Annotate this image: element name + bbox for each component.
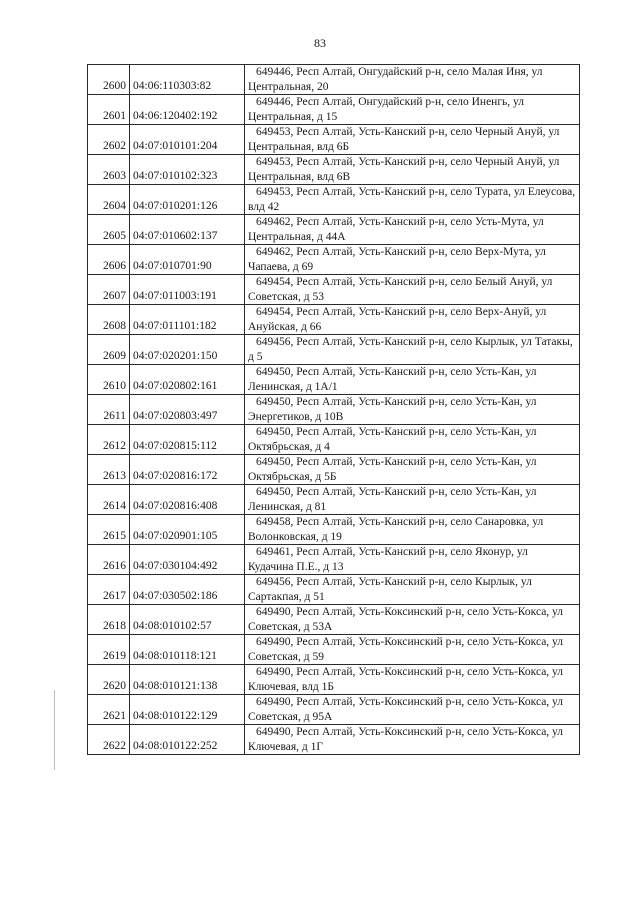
row-number-cell: 2622 bbox=[88, 725, 130, 755]
cadastral-number-cell: 04:07:011101:182 bbox=[130, 305, 245, 335]
row-number-cell: 2604 bbox=[88, 185, 130, 215]
row-number-cell: 2614 bbox=[88, 485, 130, 515]
cadastral-number-cell: 04:08:010122:252 bbox=[130, 725, 245, 755]
address-cell: 649461, Респ Алтай, Усть-Канский р-н, село Яконур, ул Кудачина П.Е., д 13 bbox=[245, 545, 580, 575]
row-number-cell: 2600 bbox=[88, 65, 130, 95]
row-number-cell: 2603 bbox=[88, 155, 130, 185]
table-row bbox=[88, 545, 580, 575]
address-cell: 649453, Респ Алтай, Усть-Канский р-н, село Турата, ул Елеусова, влд 42 bbox=[245, 185, 580, 215]
table-row bbox=[88, 575, 580, 605]
address-cell: 649453, Респ Алтай, Усть-Канский р-н, село Черный Ануй, ул Центральная, влд 6В bbox=[245, 155, 580, 185]
row-number-cell: 2617 bbox=[88, 575, 130, 605]
cadastral-number-cell: 04:07:010701:90 bbox=[130, 245, 245, 275]
cadastral-number-cell: 04:07:020815:112 bbox=[130, 425, 245, 455]
table-row bbox=[88, 605, 580, 635]
table-row bbox=[88, 245, 580, 275]
table-row bbox=[88, 215, 580, 245]
cadastral-number-cell: 04:07:010201:126 bbox=[130, 185, 245, 215]
address-cell: 649490, Респ Алтай, Усть-Коксинский р-н, село Усть-Кокса, ул Советская, д 95А bbox=[245, 695, 580, 725]
row-number-cell: 2616 bbox=[88, 545, 130, 575]
table-row bbox=[88, 635, 580, 665]
address-cell: 649490, Респ Алтай, Усть-Коксинский р-н, село Усть-Кокса, ул Советская, д 59 bbox=[245, 635, 580, 665]
cadastral-number-cell: 04:07:020802:161 bbox=[130, 365, 245, 395]
cadastral-number-cell: 04:07:020201:150 bbox=[130, 335, 245, 365]
table-row bbox=[88, 425, 580, 455]
address-cell: 649450, Респ Алтай, Усть-Канский р-н, село Усть-Кан, ул Энергетиков, д 10В bbox=[245, 395, 580, 425]
row-number-cell: 2601 bbox=[88, 95, 130, 125]
cadastral-number-cell: 04:07:020803:497 bbox=[130, 395, 245, 425]
cadastral-number-cell: 04:07:020816:408 bbox=[130, 485, 245, 515]
table-row bbox=[88, 515, 580, 545]
page-number: 83 bbox=[314, 36, 326, 50]
address-cell: 649450, Респ Алтай, Усть-Канский р-н, село Усть-Кан, ул Октябрьская, д 5Б bbox=[245, 455, 580, 485]
address-cell: 649490, Респ Алтай, Усть-Коксинский р-н, село Усть-Кокса, ул Ключевая, д 1Г bbox=[245, 725, 580, 755]
cadastral-number-cell: 04:07:020901:105 bbox=[130, 515, 245, 545]
address-cell: 649456, Респ Алтай, Усть-Канский р-н, село Кырлык, ул Сартакпая, д 51 bbox=[245, 575, 580, 605]
row-number-cell: 2613 bbox=[88, 455, 130, 485]
table-row bbox=[88, 365, 580, 395]
address-cell: 649446, Респ Алтай, Онгудайский р-н, село Иненгь, ул Центральная, д 15 bbox=[245, 95, 580, 125]
address-cell: 649462, Респ Алтай, Усть-Канский р-н, село Верх-Мута, ул Чапаева, д 69 bbox=[245, 245, 580, 275]
address-cell: 649454, Респ Алтай, Усть-Канский р-н, село Верх-Ануй, ул Ануйская, д 66 bbox=[245, 305, 580, 335]
address-cell: 649490, Респ Алтай, Усть-Коксинский р-н, село Усть-Кокса, ул Советская, д 53А bbox=[245, 605, 580, 635]
scan-artifact-line bbox=[54, 690, 55, 770]
table-row bbox=[88, 455, 580, 485]
table-row bbox=[88, 665, 580, 695]
table-row bbox=[88, 305, 580, 335]
table-row bbox=[88, 185, 580, 215]
registry-table bbox=[87, 64, 580, 755]
cadastral-number-cell: 04:07:010102:323 bbox=[130, 155, 245, 185]
cadastral-number-cell: 04:07:020816:172 bbox=[130, 455, 245, 485]
cadastral-number-cell: 04:07:010101:204 bbox=[130, 125, 245, 155]
row-number-cell: 2615 bbox=[88, 515, 130, 545]
row-number-cell: 2618 bbox=[88, 605, 130, 635]
cadastral-number-cell: 04:07:030502:186 bbox=[130, 575, 245, 605]
cadastral-number-cell: 04:08:010102:57 bbox=[130, 605, 245, 635]
cadastral-number-cell: 04:07:010602:137 bbox=[130, 215, 245, 245]
table-row bbox=[88, 65, 580, 95]
row-number-cell: 2605 bbox=[88, 215, 130, 245]
table-row bbox=[88, 485, 580, 515]
row-number-cell: 2610 bbox=[88, 365, 130, 395]
row-number-cell: 2609 bbox=[88, 335, 130, 365]
table-row bbox=[88, 395, 580, 425]
address-cell: 649453, Респ Алтай, Усть-Канский р-н, село Черный Ануй, ул Центральная, влд 6Б bbox=[245, 125, 580, 155]
table-body bbox=[88, 65, 580, 755]
cadastral-number-cell: 04:08:010118:121 bbox=[130, 635, 245, 665]
address-cell: 649462, Респ Алтай, Усть-Канский р-н, село Усть-Мута, ул Центральная, д 44А bbox=[245, 215, 580, 245]
row-number-cell: 2611 bbox=[88, 395, 130, 425]
row-number-cell: 2607 bbox=[88, 275, 130, 305]
row-number-cell: 2612 bbox=[88, 425, 130, 455]
address-cell: 649454, Респ Алтай, Усть-Канский р-н, село Белый Ануй, ул Советская, д 53 bbox=[245, 275, 580, 305]
row-number-cell: 2606 bbox=[88, 245, 130, 275]
table-row bbox=[88, 335, 580, 365]
cadastral-number-cell: 04:08:010121:138 bbox=[130, 665, 245, 695]
row-number-cell: 2608 bbox=[88, 305, 130, 335]
address-cell: 649490, Респ Алтай, Усть-Коксинский р-н, село Усть-Кокса, ул Ключевая, влд 1Б bbox=[245, 665, 580, 695]
cadastral-number-cell: 04:07:030104:492 bbox=[130, 545, 245, 575]
address-cell: 649446, Респ Алтай, Онгудайский р-н, село Малая Иня, ул Центральная, 20 bbox=[245, 65, 580, 95]
address-cell: 649450, Респ Алтай, Усть-Канский р-н, село Усть-Кан, ул Октябрьская, д 4 bbox=[245, 425, 580, 455]
cadastral-number-cell: 04:06:110303:82 bbox=[130, 65, 245, 95]
table-row bbox=[88, 275, 580, 305]
address-cell: 649456, Респ Алтай, Усть-Канский р-н, село Кырлык, ул Татакы, д 5 bbox=[245, 335, 580, 365]
address-cell: 649450, Респ Алтай, Усть-Канский р-н, село Усть-Кан, ул Ленинская, д 81 bbox=[245, 485, 580, 515]
row-number-cell: 2602 bbox=[88, 125, 130, 155]
table-row bbox=[88, 725, 580, 755]
table-row bbox=[88, 695, 580, 725]
table-row bbox=[88, 155, 580, 185]
cadastral-number-cell: 04:07:011003:191 bbox=[130, 275, 245, 305]
cadastral-number-cell: 04:08:010122:129 bbox=[130, 695, 245, 725]
table-row bbox=[88, 125, 580, 155]
row-number-cell: 2619 bbox=[88, 635, 130, 665]
cadastral-number-cell: 04:06:120402:192 bbox=[130, 95, 245, 125]
address-cell: 649450, Респ Алтай, Усть-Канский р-н, село Усть-Кан, ул Ленинская, д 1А/1 bbox=[245, 365, 580, 395]
address-cell: 649458, Респ Алтай, Усть-Канский р-н, село Санаровка, ул Волонковская, д 19 bbox=[245, 515, 580, 545]
row-number-cell: 2621 bbox=[88, 695, 130, 725]
row-number-cell: 2620 bbox=[88, 665, 130, 695]
table-row bbox=[88, 95, 580, 125]
